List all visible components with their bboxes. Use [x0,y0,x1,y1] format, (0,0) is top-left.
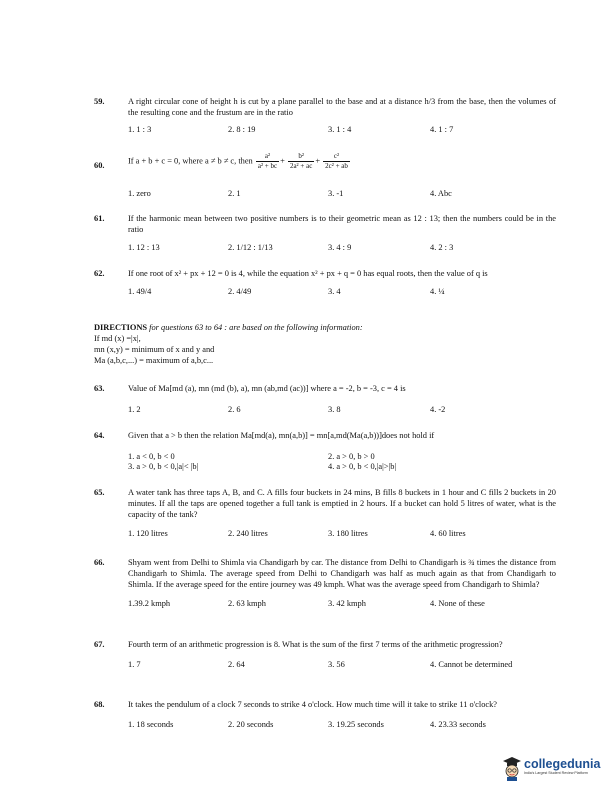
question-number: 60. [94,161,105,170]
option-2: 2. a > 0, b > 0 [328,452,375,462]
option-3: 3. 42 kmph [328,599,366,609]
question-60 [94,152,556,200]
option-2: 2. 20 seconds [228,720,274,730]
options [128,528,556,540]
question-67 [94,639,556,671]
question-text: If the harmonic mean between two positive numbers is to their geometric mean as 12 : 13; then the numbers could be in the ratio [128,214,556,235]
question-text: It takes the pendulum of a clock 7 seconds to strike 4 o'clock. How much time will it take to strike 11 o'clock? [128,700,498,709]
question-number: 65. [94,488,105,497]
question-number: 64. [94,431,105,440]
fraction-3: $\frac{\text{c²}}{\text{2c² + ab}}$ [325,152,348,171]
question-text [128,152,556,178]
option-3: 3. 8 [328,405,341,415]
option-3: 3. 4 : 9 [328,243,352,253]
options [128,188,556,200]
question-61 [94,213,556,254]
option-3: 3. 19.25 seconds [328,720,384,730]
question-number: 61. [94,214,105,223]
question-68 [94,699,556,731]
question-text: A water tank has three taps A, B, and C. A fills four buckets in 24 mins, B fills 8 buckets in 1 hour and C fills 2 buckets in 20 minutes. If all the taps are opened together a full tank is emptied in 2 hours. If a bucket can hold 5 litres of water, what is the capacity of the tank? [128,488,556,520]
question-number: 67. [94,640,105,649]
question-number: 63. [94,384,105,393]
option-4: 4. Cannot be determined [430,660,513,670]
option-1: 1. 120 litres [128,529,168,539]
option-3: 3. -1 [328,189,344,198]
option-1: 1. a < 0, b < 0 [128,452,175,462]
options [128,719,556,731]
question-64 [94,430,556,473]
option-2: 2. 6 [228,405,241,415]
question-text-prefix: If a + b + c = 0, where a ≠ b ≠ c, then [128,156,253,166]
options [128,286,556,298]
option-1: 1.39.2 kmph [128,599,171,609]
question-number: 66. [94,558,105,567]
plus-sign: + [315,156,321,166]
option-4: 4. a > 0, b < 0,|a|>|b| [328,462,397,472]
options [128,124,556,136]
question-65 [94,487,556,540]
graduate-mascot-icon [502,756,522,782]
directions-heading-line [94,322,564,333]
option-2: 2. 4/49 [228,287,252,297]
option-1: 1. 1 : 3 [128,125,152,135]
option-3: 3. a > 0, b < 0,|a|< |b| [128,462,199,472]
option-1: 1. 49/4 [128,287,152,297]
question-text: Given that a > b then the relation Ma[md(a), mn(a,b)] = mn[a,md(Ma(a,b))]does not hold if [128,431,435,440]
directions-line: Ma (a,b,c,...) = maximum of a,b,c... [94,356,214,366]
collegedunia-logo [502,752,606,786]
fraction-1: $\frac{\text{a²}}{\text{a² + bc}}$ [257,152,278,171]
options [128,404,556,416]
option-1: 1. 18 seconds [128,720,174,730]
logo-wordmark: collegedunia [524,757,601,771]
question-62 [94,268,556,298]
question-text: A right circular cone of height h is cut by a plane parallel to the base and at a distance h/3 from the base, then the volumes of the resulting cone and the frustum are in the ratio [128,97,556,118]
option-1: 1. 7 [128,660,141,670]
options [128,598,556,610]
option-4: 4. ¼ [430,287,445,297]
option-4: 4. Abc [430,189,452,198]
question-text: Value of Ma[md (a), mn (md (b), a), mn (ab,md (ac))] where a = -2, b = -3, c = 4 is [128,384,406,393]
option-3: 3. 180 litres [328,529,368,539]
directions-block [94,322,564,366]
option-3: 3. 4 [328,287,341,297]
question-59 [94,96,556,136]
option-2: 2. 64 [228,660,245,670]
directions-intro: for questions 63 to 64 : are based on the following information: [149,323,363,332]
option-3: 3. 1 : 4 [328,125,352,135]
question-text: If one root of x² + px + 12 = 0 is 4, while the equation x² + px + q = 0 has equal roots, then the value of q is [128,269,488,278]
question-66 [94,557,556,610]
question-text: Fourth term of an arithmetic progression is 8. What is the sum of the first 7 terms of the arithmetic progression? [128,640,503,649]
option-4: 4. 2 : 3 [430,243,454,253]
options [128,659,556,671]
option-2: 2. 1/12 : 1/13 [228,243,273,253]
option-1: 1. 12 : 13 [128,243,160,253]
option-4: 4. 60 litres [430,529,466,539]
option-1: 1. zero [128,189,151,198]
option-4: 4. -2 [430,405,446,415]
directions-line: If md (x) =|x|, [94,334,141,344]
directions-line: mn (x,y) = minimum of x and y and [94,345,215,355]
option-2: 2. 8 : 19 [228,125,256,135]
option-4: 4. 23.33 seconds [430,720,486,730]
option-4: 4. 1 : 7 [430,125,454,135]
option-1: 1. 2 [128,405,141,415]
option-2: 2. 240 litres [228,529,268,539]
question-text: Shyam went from Delhi to Shimla via Chandigarh by car. The distance from Delhi to Chandigarh is ¾ times the distance from Chandigarh to Shimla. The average speed from Delhi to Chandigarh was half as much again as that from Chandigarh to Shimla. If the average speed for the entire journey was 49 kmph. What was the average speed from Chandigarh to Shimla? [128,558,556,590]
options [128,242,556,254]
option-2: 2. 63 kmph [228,599,266,609]
option-4: 4. None of these [430,599,485,609]
question-number: 62. [94,269,105,278]
option-2: 2. 1 [228,189,241,198]
question-63 [94,383,556,416]
logo-tagline: India's Largest Student Review Platform [524,771,588,775]
option-3: 3. 56 [328,660,345,670]
directions-heading: DIRECTIONS [94,323,148,332]
fraction-2: $\frac{\text{b²}}{\text{2a² + ac}}$ [289,152,313,171]
question-number: 68. [94,700,105,709]
options [128,451,556,473]
plus-sign: + [280,156,285,166]
question-number: 59. [94,97,105,106]
